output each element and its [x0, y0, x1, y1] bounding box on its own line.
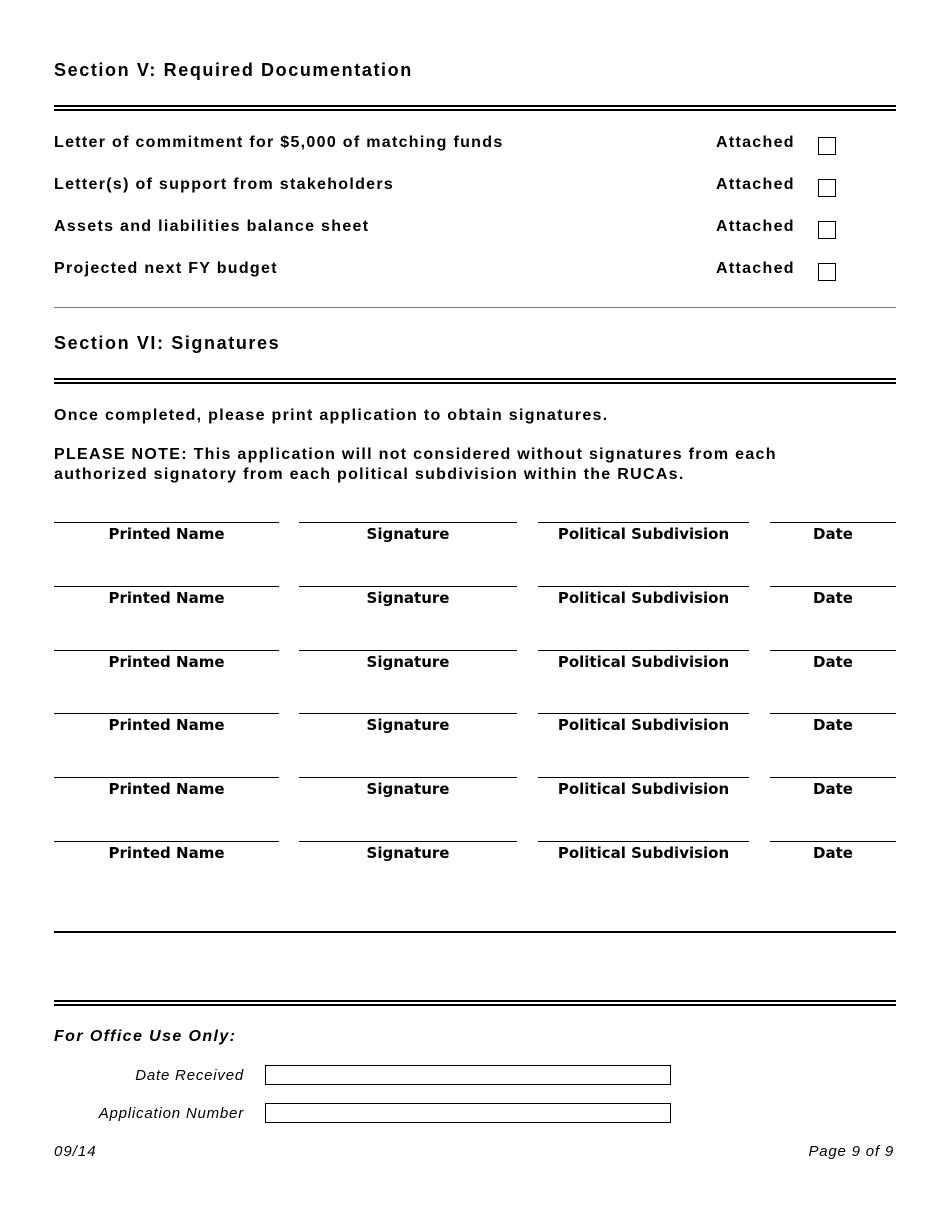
section-v-heading: Section V: Required Documentation — [54, 60, 413, 80]
section-vi-divider — [54, 378, 896, 384]
printed-name-line[interactable]: Printed Name — [54, 650, 279, 671]
print-instruction: Once completed, please print application to obtain signatures. — [54, 407, 609, 424]
political-subdivision-line[interactable]: Political Subdivision — [538, 777, 749, 798]
attached-label: Attached — [716, 260, 795, 277]
signature-row — [54, 841, 896, 871]
signature-row — [54, 650, 896, 680]
doc-item-label: Projected next FY budget — [54, 260, 278, 277]
office-divider — [54, 1000, 896, 1006]
date-received-label: Date Received — [135, 1067, 244, 1084]
printed-name-line[interactable]: Printed Name — [54, 777, 279, 798]
signature-line[interactable]: Signature — [299, 713, 517, 734]
page-number: Page 9 of 9 — [808, 1143, 894, 1160]
fy-budget-checkbox[interactable] — [818, 263, 836, 281]
printed-name-line[interactable]: Printed Name — [54, 586, 279, 607]
attached-label: Attached — [716, 176, 795, 193]
printed-name-line[interactable]: Printed Name — [54, 841, 279, 862]
balance-sheet-checkbox[interactable] — [818, 221, 836, 239]
political-subdivision-line[interactable]: Political Subdivision — [538, 586, 749, 607]
signature-line[interactable]: Signature — [299, 650, 517, 671]
date-line[interactable]: Date — [770, 650, 896, 671]
signature-note: PLEASE NOTE: This application will not considered without signatures from each authorized signatory from each political subdivision within the RUCAs. — [54, 446, 777, 483]
support-letters-checkbox[interactable] — [818, 179, 836, 197]
signature-line[interactable]: Signature — [299, 841, 517, 862]
doc-item-label: Letter of commitment for $5,000 of matching funds — [54, 134, 504, 151]
political-subdivision-line[interactable]: Political Subdivision — [538, 713, 749, 734]
printed-name-line[interactable]: Printed Name — [54, 713, 279, 734]
date-line[interactable]: Date — [770, 713, 896, 734]
signature-line[interactable]: Signature — [299, 522, 517, 543]
section-separator — [54, 307, 896, 308]
section-vi-heading: Section VI: Signatures — [54, 333, 281, 353]
signature-row — [54, 777, 896, 807]
signature-row — [54, 586, 896, 616]
political-subdivision-line[interactable]: Political Subdivision — [538, 650, 749, 671]
attached-label: Attached — [716, 134, 795, 151]
application-number-label: Application Number — [98, 1105, 244, 1122]
signature-row — [54, 522, 896, 552]
doc-item-label: Assets and liabilities balance sheet — [54, 218, 370, 235]
office-use-heading: For Office Use Only: — [54, 1028, 237, 1045]
date-line[interactable]: Date — [770, 522, 896, 543]
date-received-field[interactable] — [265, 1065, 671, 1085]
signature-line[interactable]: Signature — [299, 586, 517, 607]
section-v-divider — [54, 105, 896, 111]
date-line[interactable]: Date — [770, 841, 896, 862]
date-line[interactable]: Date — [770, 777, 896, 798]
signature-line[interactable]: Signature — [299, 777, 517, 798]
attached-label: Attached — [716, 218, 795, 235]
political-subdivision-line[interactable]: Political Subdivision — [538, 522, 749, 543]
revision-date: 09/14 — [54, 1143, 97, 1160]
section-separator — [54, 931, 896, 933]
doc-item-label: Letter(s) of support from stakeholders — [54, 176, 395, 193]
political-subdivision-line[interactable]: Political Subdivision — [538, 841, 749, 862]
application-number-field[interactable] — [265, 1103, 671, 1123]
signature-row — [54, 713, 896, 743]
matching-funds-checkbox[interactable] — [818, 137, 836, 155]
printed-name-line[interactable]: Printed Name — [54, 522, 279, 543]
date-line[interactable]: Date — [770, 586, 896, 607]
